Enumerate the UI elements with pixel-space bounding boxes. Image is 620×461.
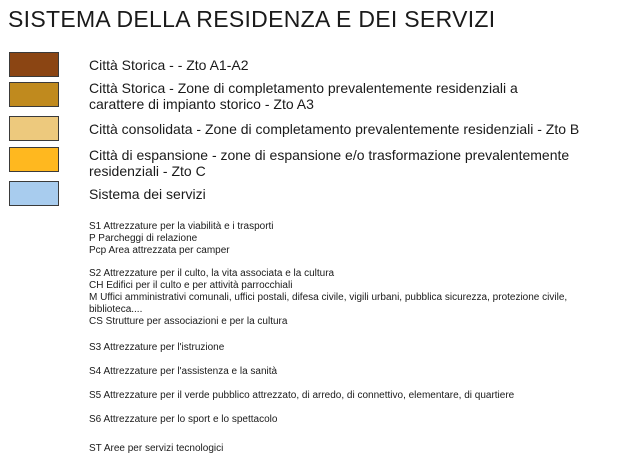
service-line: S1 Attrezzature per la viabilità e i trasporti (89, 221, 274, 232)
service-line: S3 Attrezzature per l'istruzione (89, 342, 225, 353)
legend-swatch-citta-storica-a3 (9, 82, 59, 107)
legend-label-line: carattere di impianto storico - Zto A3 (89, 96, 314, 112)
legend-label-line: Sistema dei servizi (89, 186, 206, 202)
service-line: biblioteca.... (89, 304, 143, 315)
legend-swatch-sistema-servizi (9, 181, 59, 206)
service-line: CS Strutture per associazioni e per la cultura (89, 316, 288, 327)
legend-label-citta-espansione (89, 147, 569, 179)
service-line: CH Edifici per il culto e per attività parrocchiali (89, 280, 293, 291)
legend-label-line: Città di espansione - zone di espansione e/o trasformazione prevalentemente (89, 147, 570, 163)
service-line: M Uffici amministrativi comunali, uffici postali, difesa civile, vigili urbani, pubblica sicurezza, protezione civile, (89, 292, 568, 303)
service-line: ST Aree per servizi tecnologici (89, 443, 224, 454)
legend-label-citta-consolidata (89, 121, 579, 137)
legend-swatch-citta-storica-a1-a2 (9, 52, 59, 77)
service-group-s4 (89, 366, 277, 378)
service-line: Pcp Area attrezzata per camper (89, 245, 230, 256)
legend-label-line: Città consolidata - Zone di completamento prevalentemente residenziali - Zto B (89, 121, 580, 137)
legend-swatch-citta-consolidata (9, 116, 59, 141)
service-group-st (89, 443, 223, 455)
legend-label-citta-storica-a3 (89, 80, 518, 112)
service-group-s1 (89, 221, 274, 257)
service-line: S4 Attrezzature per l'assistenza e la sanità (89, 366, 278, 377)
service-group-s6 (89, 414, 277, 426)
legend-swatch-citta-espansione (9, 147, 59, 172)
service-line: P Parcheggi di relazione (89, 233, 198, 244)
service-group-s3 (89, 342, 224, 354)
legend-label-line: Città Storica - - Zto A1-A2 (89, 57, 249, 73)
page-title: SISTEMA DELLA RESIDENZA E DEI SERVIZI (8, 6, 496, 32)
legend-label-citta-storica-a1-a2 (89, 57, 249, 73)
legend-label-line: Città Storica - Zone di completamento prevalentemente residenziali a (89, 80, 518, 96)
service-line: S2 Attrezzature per il culto, la vita associata e la cultura (89, 268, 335, 279)
service-group-s2 (89, 268, 567, 328)
service-line: S6 Attrezzature per lo sport e lo spettacolo (89, 414, 278, 425)
legend-label-line: residenziali - Zto C (89, 163, 206, 179)
service-group-s5 (89, 390, 514, 402)
service-line: S5 Attrezzature per il verde pubblico attrezzato, di arredo, di connettivo, elementare, di quartiere (89, 390, 515, 401)
legend-label-sistema-servizi (89, 186, 206, 202)
